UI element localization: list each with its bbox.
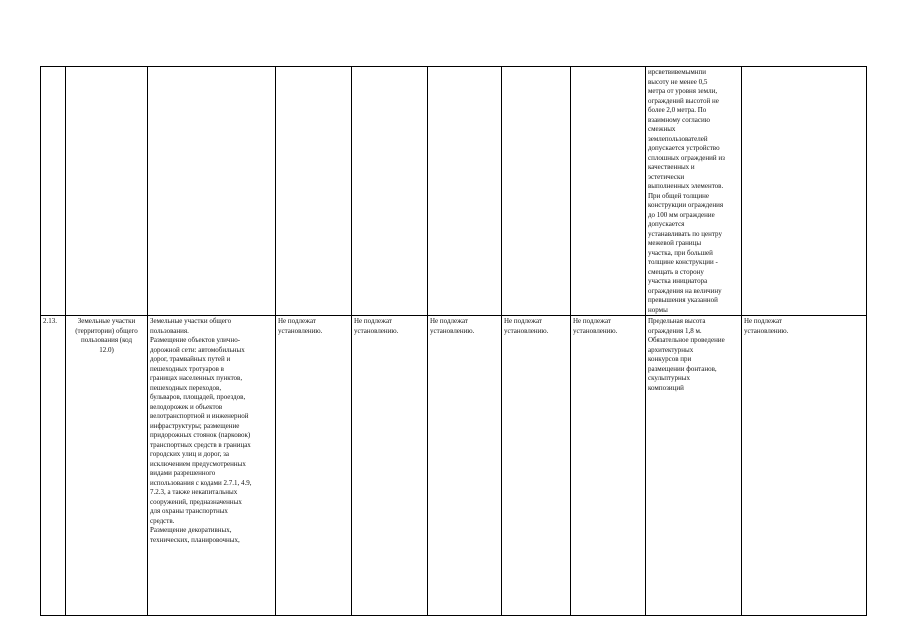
col5-value: Не подлежат установлению.: [430, 317, 475, 335]
table-row-continuation: [41, 67, 867, 316]
cell-col9: [742, 316, 867, 616]
cell-col5: [428, 67, 502, 316]
cell-requirement: [646, 316, 742, 616]
requirement-text: Предельная высота ограждения 1,8 м. Обязательное проведение архитектурных конкурсов при размещении фонтанов, скульптурных композиций: [648, 317, 725, 392]
regulations-table: [40, 66, 867, 616]
cell-col7: [571, 316, 646, 616]
col7-value: Не подлежат установлению.: [573, 317, 618, 335]
cell-description: [148, 316, 276, 616]
table-row-2-13: [41, 316, 867, 616]
col6-value: Не подлежат установлению.: [504, 317, 549, 335]
col3-value: Не подлежат установлению.: [278, 317, 323, 335]
col4-value: Не подлежат установлению.: [354, 317, 399, 335]
col9-value: Не подлежат установлению.: [744, 317, 789, 335]
requirement-text: ирсветвивемымнпи высоту не менее 0,5 метра от уровня земли, ограждений высотой не более 2,0 метра. По взаимному согласию смежных землепользователей допускается устройство сплошных ограждений из качественных и эстетически выполненных элементов. При общей толщине конструкции ограждения до 100 мм ограждение допускается устанавливать по центру межевой границы участка, при большей толщине конструкции - смещать в сторону участка инициатора ограждения на величину превышения указанной нормы: [648, 68, 725, 314]
cell-col6: [502, 67, 571, 316]
cell-name: [66, 67, 148, 316]
cell-col3: [276, 316, 352, 616]
cell-description: [148, 67, 276, 316]
cell-name: [66, 316, 148, 616]
cell-requirement: [646, 67, 742, 316]
cell-col4: [352, 316, 428, 616]
cell-col6: [502, 316, 571, 616]
cell-col5: [428, 316, 502, 616]
cell-col4: [352, 67, 428, 316]
cell-col3: [276, 67, 352, 316]
cell-col7: [571, 67, 646, 316]
cell-col9: [742, 67, 867, 316]
row-name: Земельные участки (территории) общего пользования (код 12.0): [75, 317, 138, 354]
row-number: 2.13.: [43, 317, 57, 325]
cell-number: [41, 67, 66, 316]
row-description: Земельные участки общего пользования. Размещение объектов улично- дорожной сети: автомобильных дорог, трамвайных путей и пешеходных тротуаров в границах населенных пунктов, пешеходных переходов, бульваров, площадей, проездов, велодорожек и объектов велотранспортной и инженерной инфраструктуры; размещение придорожных стоянок (парковок) транспортных средств в границах городских улиц и дорог, за исключением предусмотренных видами разрешенного использования с кодами 2.7.1, 4.9, 7.2.3, а также некапитальных сооружений, предназначенных для охраны транспортных средств. Размещение декоративных, технических, планировочных,: [150, 317, 252, 544]
cell-number: [41, 316, 66, 616]
